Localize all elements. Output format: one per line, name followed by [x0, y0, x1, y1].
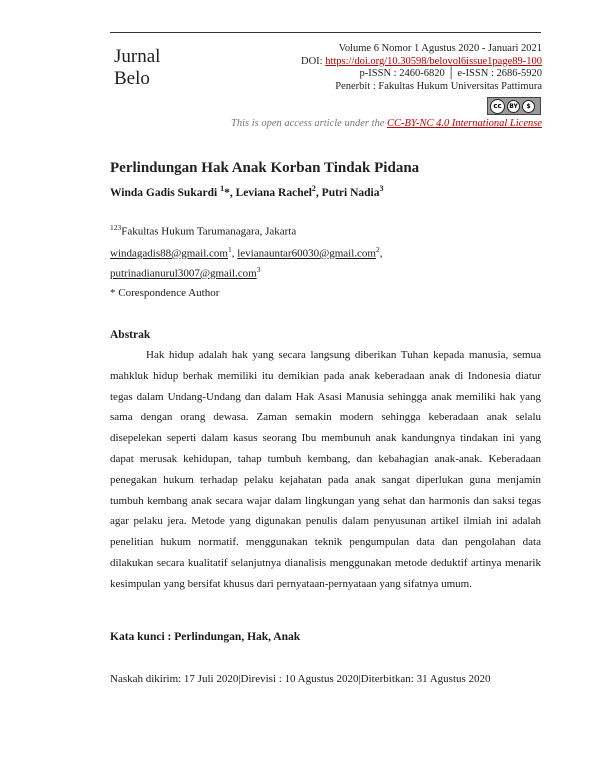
author-sup: 2 — [311, 184, 316, 193]
email-suffix: , — [379, 247, 383, 260]
email-link[interactable]: levianauntar60030@gmail.com — [237, 247, 376, 260]
by-icon: BY — [507, 100, 520, 113]
publisher: Penerbit : Fakultas Hukum Universitas Pattimura — [335, 80, 542, 92]
author-suffix: , — [315, 186, 322, 199]
author-name: Winda Gadis Sukardi — [110, 186, 221, 199]
cc-license-badge[interactable] — [487, 97, 541, 115]
article-title: Perlindungan Hak Anak Korban Tindak Pidana — [110, 160, 420, 176]
email-sup: 2 — [375, 245, 380, 254]
email-link[interactable]: windagadis88@gmail.com — [110, 247, 228, 260]
cc-icon: cc — [490, 99, 505, 114]
submission-dates: Naskah dikirim: 17 Juli 2020|Direvisi : 10 Agustus 2020|Diterbitkan: 31 Agustus 2020 — [110, 673, 491, 685]
abstract-text: Hak hidup adalah hak yang secara langsung diberikan Tuhan kepada manusia, semua mahkluk hidup berhak memiliki itu demikian pada anak keberadaan anak di Indonesia diatur tegas dalam Undang-Undang dan dalam Hak Asasi Manusia sehingga anak memiliki hak yang sama dengan orang dewasa. Zaman semakin modern sehingga keberadaan anak selalu disepelekan seperti dalam kasus seorang Ibu membunuh anak kandungnya tindakan ini yang dapat merusak kehidupan, tahap tumbuh kembang, dan kebahagian anak-anak. Keberadaan penegakan hukum terhadap pelaku kejahatan pada anak sangat diperlukan guna menjamin tumbuh kembang anak secara wajar dalam lingkungan yang sehat dan harmonis dan saksi tegas agar pelaku jera. Metode yang digunakan penulis dalam penyusunan artikel ilmiah ini adalah penelitian hukum normatif. menggunakan teknik pengumpulan data dan pengolahan data dilakukan secara kualitatif selanjutnya dianalisis menggunakan metode deduktif artinya menarik kesimpulan yang bersifat khusus dari pernyataan-pernyataan yang sifatnya umum. — [110, 349, 541, 590]
journal-meta — [301, 43, 542, 93]
nc-icon: $ — [522, 100, 535, 113]
journal-name-line2: Belo — [114, 68, 150, 89]
email-line-1 — [110, 245, 382, 260]
affiliation-text: Fakultas Hukum Tarumanagara, Jakarta — [121, 225, 297, 238]
email-sup: 3 — [256, 265, 261, 274]
author-list — [110, 184, 384, 199]
author-name: Leviana Rachel — [235, 186, 312, 199]
pissn: p-ISSN : 2460-6820 — [359, 68, 445, 79]
open-access-note — [231, 118, 542, 129]
doi-line — [301, 56, 542, 69]
email-link[interactable]: putrinadianurul3007@gmail.com — [110, 267, 257, 280]
email-sup: 1 — [227, 245, 232, 254]
license-link[interactable]: CC-BY-NC 4.0 International License — [387, 118, 542, 129]
doi-link[interactable]: https://doi.org/10.30598/belovol6issue1page89-100 — [325, 55, 542, 67]
volume-info: Volume 6 Nomor 1 Agustus 2020 - Januari 2021 — [338, 43, 542, 54]
journal-name — [114, 46, 160, 90]
email-line-2 — [110, 265, 260, 280]
correspondence-note: * Corespondence Author — [110, 287, 220, 299]
email-suffix: , — [231, 247, 238, 260]
eissn: e-ISSN : 2686-5920 — [457, 68, 542, 79]
author-sup: 3 — [379, 184, 384, 193]
header-rule — [110, 32, 541, 33]
author-name: Putri Nadia — [321, 186, 380, 199]
doi-label: DOI: — [300, 55, 326, 67]
author-suffix: *, — [224, 186, 236, 199]
issn-separator: │ — [447, 68, 455, 79]
affiliation-sup: 123 — [110, 223, 122, 232]
affiliation — [110, 223, 296, 238]
abstract-heading: Abstrak — [110, 329, 151, 341]
author-sup: 1 — [220, 184, 225, 193]
open-access-prefix: This is open access article under the — [231, 118, 388, 129]
journal-name-line1: Jurnal — [114, 46, 161, 67]
issn-line — [301, 68, 542, 81]
keywords: Kata kunci : Perlindungan, Hak, Anak — [110, 631, 301, 643]
